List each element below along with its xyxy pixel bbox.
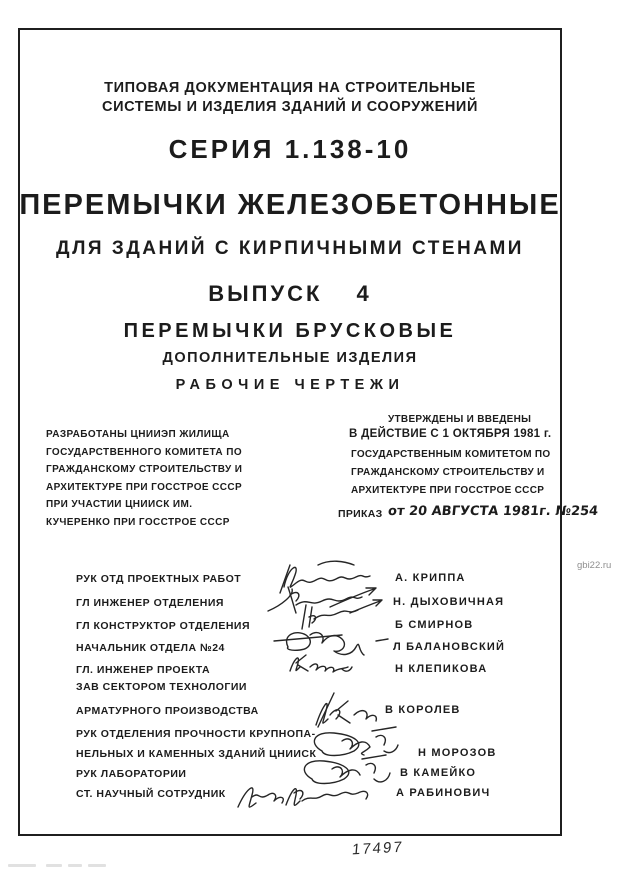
approved-line-5: АРХИТЕКТУРЕ ПРИ ГОССТРОЕ СССР <box>351 485 545 496</box>
sig-role-2: ГЛ КОНСТРУКТОР ОТДЕЛЕНИЯ <box>76 620 251 632</box>
sig-name-1: Н. ДЫХОВИЧНАЯ <box>393 596 505 608</box>
sig-role-1: ГЛ ИНЖЕНЕР ОТДЕЛЕНИЯ <box>76 597 224 609</box>
signature-scribble-klepikova <box>290 655 352 672</box>
approved-line-1: УТВЕРЖДЕНЫ И ВВЕДЕНЫ <box>388 414 532 425</box>
sig-role-7: РУК ЛАБОРАТОРИИ <box>76 768 187 780</box>
developed-line: АРХИТЕКТУРЕ ПРИ ГОССТРОЕ СССР <box>46 481 243 493</box>
issue-number: 4 <box>356 281 372 306</box>
developed-by-block <box>46 426 242 531</box>
signature-scribble-morozov <box>314 727 398 756</box>
series-title: СЕРИЯ 1.138-10 <box>168 134 412 164</box>
sig-role-8: СТ. НАУЧНЫЙ СОТРУДНИК <box>76 788 226 800</box>
sig-role-6a: РУК ОТДЕЛЕНИЯ ПРОЧНОСТИ КРУПНОПА- <box>76 728 316 740</box>
issue-line <box>18 281 562 307</box>
sig-name-6: Н МОРОЗОВ <box>418 747 497 759</box>
issue-label: ВЫПУСК <box>208 281 323 306</box>
faint-print-mark <box>8 864 36 867</box>
subtitle: ДЛЯ ЗДАНИЙ С КИРПИЧНЫМИ СТЕНАМИ <box>56 238 524 259</box>
sig-name-2: Б СМИРНОВ <box>395 619 474 631</box>
section-title: ПЕРЕМЫЧКИ БРУСКОВЫЕ <box>123 320 457 342</box>
signatures-overlay <box>230 555 410 815</box>
header-line-1: ТИПОВАЯ ДОКУМЕНТАЦИЯ НА СТРОИТЕЛЬНЫЕ <box>104 80 476 96</box>
developed-line: ГРАЖДАНСКОМУ СТРОИТЕЛЬСТВУ И <box>46 464 243 475</box>
developed-line: РАЗРАБОТАНЫ ЦНИИЭП ЖИЛИЩА <box>46 429 230 440</box>
signature-scribble-smirnov <box>302 600 382 629</box>
order-value: от 20 АВГУСТА 1981г. №254 <box>387 504 599 519</box>
developed-line: ПРИ УЧАСТИИ ЦНИИСК ИМ. <box>46 499 193 510</box>
sig-name-8: А РАБИНОВИЧ <box>396 787 491 799</box>
signature-scribble-krippa <box>280 561 370 593</box>
signature-scribble-korolev <box>316 693 376 727</box>
sig-role-0: РУК ОТД ПРОЕКТНЫХ РАБОТ <box>76 573 242 585</box>
signature-scribble-kameiko <box>304 755 390 784</box>
faint-print-mark <box>68 864 82 867</box>
sig-name-0: А. КРИППА <box>395 572 466 584</box>
sig-name-3: Л БАЛАНОВСКИЙ <box>393 641 506 653</box>
section-subtitle: ДОПОЛНИТЕЛЬНЫЕ ИЗДЕЛИЯ <box>162 350 418 366</box>
doc-type: РАБОЧИЕ ЧЕРТЕЖИ <box>175 377 405 393</box>
sig-name-5: В КОРОЛЕВ <box>385 704 461 716</box>
sig-name-7: В КАМЕЙКО <box>400 767 477 779</box>
header-line-2: СИСТЕМЫ И ИЗДЕЛИЯ ЗДАНИЙ И СООРУЖЕНИЙ <box>102 99 478 115</box>
main-title: ПЕРЕМЫЧКИ ЖЕЛЕЗОБЕТОННЫЕ <box>19 189 561 221</box>
approved-line-2: В ДЕЙСТВИЕ С 1 ОКТЯБРЯ 1981 г. <box>349 428 552 440</box>
signature-scribble-rabinovich <box>238 788 368 807</box>
sig-role-6b: НЕЛЬНЫХ И КАМЕННЫХ ЗДАНИЙ ЦНИИСК <box>76 748 317 760</box>
sig-role-4: ГЛ. ИНЖЕНЕР ПРОЕКТА <box>76 664 211 676</box>
faint-print-mark <box>46 864 62 867</box>
site-watermark: gbi22.ru <box>577 560 612 571</box>
handwritten-archive-number: 17497 <box>351 838 405 859</box>
sig-role-5b: АРМАТУРНОГО ПРОИЗВОДСТВА <box>76 705 259 717</box>
faint-print-mark <box>88 864 106 867</box>
signature-scribble-balanovskiy <box>274 633 388 655</box>
sig-role-3: НАЧАЛЬНИК ОТДЕЛА №24 <box>76 642 225 654</box>
approved-line-4: ГРАЖДАНСКОМУ СТРОИТЕЛЬСТВУ И <box>351 467 545 478</box>
developed-line: КУЧЕРЕНКО ПРИ ГОССТРОЕ СССР <box>46 516 230 528</box>
sig-role-5a: ЗАВ СЕКТОРОМ ТЕХНОЛОГИИ <box>76 681 247 693</box>
developed-line: ГОСУДАРСТВЕННОГО КОМИТЕТА ПО <box>46 446 242 458</box>
order-label: ПРИКАЗ <box>338 508 383 520</box>
sig-name-4: Н КЛЕПИКОВА <box>395 663 488 675</box>
approved-line-3: ГОСУДАРСТВЕННЫМ КОМИТЕТОМ ПО <box>351 449 551 460</box>
